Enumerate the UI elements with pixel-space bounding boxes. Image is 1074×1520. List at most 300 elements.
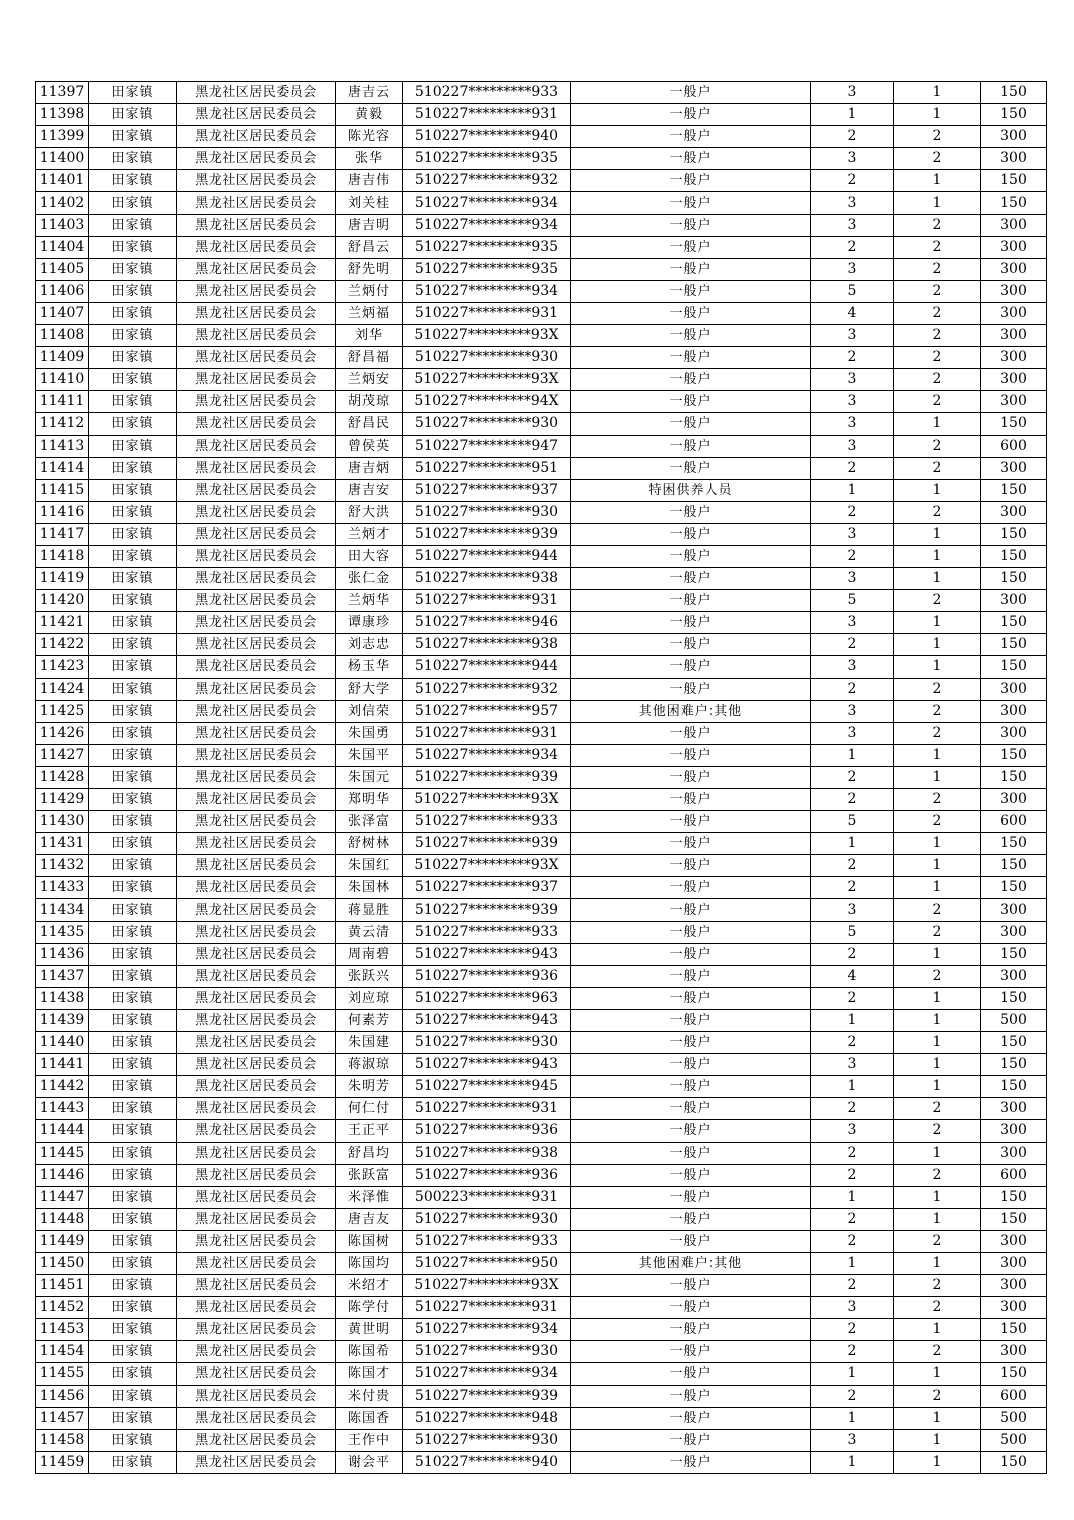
community-cell: 黑龙社区居民委员会: [177, 568, 336, 590]
table-row: [36, 170, 1047, 192]
amount-cell: 150: [981, 1054, 1047, 1076]
covered-count-cell: 1: [894, 1032, 981, 1054]
name-cell: 王作中: [336, 1429, 403, 1451]
name-cell: 陈国树: [336, 1230, 403, 1252]
household-type-cell: 一般户: [571, 1275, 811, 1297]
household-type-cell: 一般户: [571, 170, 811, 192]
town-cell: 田家镇: [89, 744, 177, 766]
serial-number-cell: 11422: [36, 634, 89, 656]
table-row: [36, 700, 1047, 722]
community-cell: 黑龙社区居民委员会: [177, 325, 336, 347]
household-type-cell: 一般户: [571, 1429, 811, 1451]
community-cell: 黑龙社区居民委员会: [177, 82, 336, 104]
community-cell: 黑龙社区居民委员会: [177, 1252, 336, 1274]
name-cell: 陈国香: [336, 1407, 403, 1429]
table-row: [36, 82, 1047, 104]
community-cell: 黑龙社区居民委员会: [177, 1230, 336, 1252]
household-type-cell: 一般户: [571, 987, 811, 1009]
serial-number-cell: 11453: [36, 1319, 89, 1341]
amount-cell: 150: [981, 1451, 1047, 1473]
community-cell: 黑龙社区居民委员会: [177, 833, 336, 855]
id-number-cell: 510227*********931: [403, 104, 571, 126]
serial-number-cell: 11423: [36, 656, 89, 678]
community-cell: 黑龙社区居民委员会: [177, 1451, 336, 1473]
amount-cell: 150: [981, 987, 1047, 1009]
household-type-cell: 一般户: [571, 744, 811, 766]
household-roster-table: [35, 81, 1047, 1474]
family-size-cell: 3: [811, 192, 894, 214]
id-number-cell: 510227*********93X: [403, 855, 571, 877]
serial-number-cell: 11459: [36, 1451, 89, 1473]
town-cell: 田家镇: [89, 325, 177, 347]
table-row: [36, 943, 1047, 965]
town-cell: 田家镇: [89, 656, 177, 678]
serial-number-cell: 11410: [36, 369, 89, 391]
covered-count-cell: 1: [894, 744, 981, 766]
household-type-cell: 一般户: [571, 302, 811, 324]
id-number-cell: 510227*********936: [403, 965, 571, 987]
family-size-cell: 2: [811, 987, 894, 1009]
name-cell: 黄世明: [336, 1319, 403, 1341]
family-size-cell: 1: [811, 479, 894, 501]
amount-cell: 150: [981, 855, 1047, 877]
table-row: [36, 722, 1047, 744]
table-row: [36, 280, 1047, 302]
town-cell: 田家镇: [89, 590, 177, 612]
name-cell: 米泽惟: [336, 1186, 403, 1208]
name-cell: 唐吉伟: [336, 170, 403, 192]
covered-count-cell: 1: [894, 987, 981, 1009]
covered-count-cell: 1: [894, 192, 981, 214]
community-cell: 黑龙社区居民委员会: [177, 1429, 336, 1451]
family-size-cell: 1: [811, 1363, 894, 1385]
household-type-cell: 一般户: [571, 899, 811, 921]
community-cell: 黑龙社区居民委员会: [177, 1054, 336, 1076]
community-cell: 黑龙社区居民委员会: [177, 965, 336, 987]
community-cell: 黑龙社区居民委员会: [177, 369, 336, 391]
table-row: [36, 1142, 1047, 1164]
town-cell: 田家镇: [89, 192, 177, 214]
family-size-cell: 2: [811, 457, 894, 479]
id-number-cell: 510227*********940: [403, 1451, 571, 1473]
covered-count-cell: 2: [894, 214, 981, 236]
amount-cell: 600: [981, 811, 1047, 833]
community-cell: 黑龙社区居民委员会: [177, 280, 336, 302]
id-number-cell: 510227*********933: [403, 82, 571, 104]
covered-count-cell: 1: [894, 943, 981, 965]
serial-number-cell: 11404: [36, 236, 89, 258]
id-number-cell: 510227*********93X: [403, 1275, 571, 1297]
town-cell: 田家镇: [89, 612, 177, 634]
id-number-cell: 510227*********934: [403, 214, 571, 236]
community-cell: 黑龙社区居民委员会: [177, 501, 336, 523]
town-cell: 田家镇: [89, 1009, 177, 1031]
community-cell: 黑龙社区居民委员会: [177, 1186, 336, 1208]
household-type-cell: 一般户: [571, 148, 811, 170]
household-type-cell: 一般户: [571, 811, 811, 833]
town-cell: 田家镇: [89, 545, 177, 567]
town-cell: 田家镇: [89, 302, 177, 324]
family-size-cell: 1: [811, 1451, 894, 1473]
town-cell: 田家镇: [89, 501, 177, 523]
covered-count-cell: 1: [894, 877, 981, 899]
amount-cell: 500: [981, 1429, 1047, 1451]
covered-count-cell: 1: [894, 170, 981, 192]
id-number-cell: 510227*********935: [403, 236, 571, 258]
id-number-cell: 510227*********930: [403, 1032, 571, 1054]
covered-count-cell: 1: [894, 568, 981, 590]
name-cell: 舒昌云: [336, 236, 403, 258]
name-cell: 郑明华: [336, 789, 403, 811]
household-type-cell: 一般户: [571, 435, 811, 457]
covered-count-cell: 2: [894, 1297, 981, 1319]
table-row: [36, 1319, 1047, 1341]
community-cell: 黑龙社区居民委员会: [177, 1341, 336, 1363]
serial-number-cell: 11424: [36, 678, 89, 700]
community-cell: 黑龙社区居民委员会: [177, 192, 336, 214]
serial-number-cell: 11425: [36, 700, 89, 722]
covered-count-cell: 2: [894, 457, 981, 479]
covered-count-cell: 2: [894, 1385, 981, 1407]
amount-cell: 150: [981, 192, 1047, 214]
family-size-cell: 2: [811, 634, 894, 656]
community-cell: 黑龙社区居民委员会: [177, 479, 336, 501]
community-cell: 黑龙社区居民委员会: [177, 899, 336, 921]
name-cell: 何素芳: [336, 1009, 403, 1031]
community-cell: 黑龙社区居民委员会: [177, 1319, 336, 1341]
name-cell: 朱国林: [336, 877, 403, 899]
community-cell: 黑龙社区居民委员会: [177, 347, 336, 369]
table-row: [36, 1208, 1047, 1230]
serial-number-cell: 11413: [36, 435, 89, 457]
community-cell: 黑龙社区居民委员会: [177, 766, 336, 788]
amount-cell: 300: [981, 258, 1047, 280]
family-size-cell: 3: [811, 568, 894, 590]
id-number-cell: 510227*********937: [403, 877, 571, 899]
town-cell: 田家镇: [89, 811, 177, 833]
name-cell: 兰炳才: [336, 523, 403, 545]
id-number-cell: 510227*********938: [403, 634, 571, 656]
name-cell: 黄云清: [336, 921, 403, 943]
serial-number-cell: 11452: [36, 1297, 89, 1319]
family-size-cell: 5: [811, 811, 894, 833]
covered-count-cell: 2: [894, 899, 981, 921]
town-cell: 田家镇: [89, 855, 177, 877]
household-type-cell: 一般户: [571, 325, 811, 347]
household-type-cell: 一般户: [571, 722, 811, 744]
household-type-cell: 一般户: [571, 82, 811, 104]
household-type-cell: 一般户: [571, 1208, 811, 1230]
covered-count-cell: 1: [894, 1208, 981, 1230]
amount-cell: 150: [981, 1319, 1047, 1341]
serial-number-cell: 11458: [36, 1429, 89, 1451]
table-row: [36, 1407, 1047, 1429]
name-cell: 唐吉安: [336, 479, 403, 501]
amount-cell: 300: [981, 1252, 1047, 1274]
town-cell: 田家镇: [89, 833, 177, 855]
covered-count-cell: 1: [894, 612, 981, 634]
covered-count-cell: 2: [894, 148, 981, 170]
covered-count-cell: 2: [894, 1275, 981, 1297]
id-number-cell: 510227*********936: [403, 1120, 571, 1142]
family-size-cell: 3: [811, 369, 894, 391]
covered-count-cell: 2: [894, 501, 981, 523]
name-cell: 张仁金: [336, 568, 403, 590]
town-cell: 田家镇: [89, 391, 177, 413]
household-type-cell: 一般户: [571, 1142, 811, 1164]
id-number-cell: 510227*********933: [403, 1230, 571, 1252]
covered-count-cell: 1: [894, 1186, 981, 1208]
community-cell: 黑龙社区居民委员会: [177, 700, 336, 722]
name-cell: 刘信荣: [336, 700, 403, 722]
household-type-cell: 一般户: [571, 236, 811, 258]
covered-count-cell: 2: [894, 1341, 981, 1363]
family-size-cell: 2: [811, 1319, 894, 1341]
household-type-cell: 一般户: [571, 1054, 811, 1076]
town-cell: 田家镇: [89, 678, 177, 700]
town-cell: 田家镇: [89, 236, 177, 258]
serial-number-cell: 11440: [36, 1032, 89, 1054]
amount-cell: 600: [981, 1385, 1047, 1407]
table-row: [36, 921, 1047, 943]
covered-count-cell: 2: [894, 435, 981, 457]
serial-number-cell: 11442: [36, 1076, 89, 1098]
name-cell: 舒大洪: [336, 501, 403, 523]
town-cell: 田家镇: [89, 965, 177, 987]
table-row: [36, 1451, 1047, 1473]
community-cell: 黑龙社区居民委员会: [177, 457, 336, 479]
household-type-cell: 一般户: [571, 678, 811, 700]
table-row: [36, 965, 1047, 987]
table-row: [36, 126, 1047, 148]
amount-cell: 300: [981, 722, 1047, 744]
name-cell: 王正平: [336, 1120, 403, 1142]
community-cell: 黑龙社区居民委员会: [177, 1407, 336, 1429]
family-size-cell: 4: [811, 965, 894, 987]
name-cell: 舒大学: [336, 678, 403, 700]
name-cell: 朱国元: [336, 766, 403, 788]
id-number-cell: 510227*********963: [403, 987, 571, 1009]
family-size-cell: 2: [811, 1164, 894, 1186]
table-row: [36, 1032, 1047, 1054]
community-cell: 黑龙社区居民委员会: [177, 744, 336, 766]
table-row: [36, 1363, 1047, 1385]
community-cell: 黑龙社区居民委员会: [177, 1385, 336, 1407]
id-number-cell: 510227*********943: [403, 1009, 571, 1031]
amount-cell: 300: [981, 457, 1047, 479]
household-type-cell: 其他困难户:其他: [571, 1252, 811, 1274]
family-size-cell: 2: [811, 855, 894, 877]
serial-number-cell: 11451: [36, 1275, 89, 1297]
table-row: [36, 811, 1047, 833]
covered-count-cell: 2: [894, 126, 981, 148]
amount-cell: 300: [981, 369, 1047, 391]
serial-number-cell: 11431: [36, 833, 89, 855]
family-size-cell: 5: [811, 280, 894, 302]
table-row: [36, 1098, 1047, 1120]
name-cell: 谢会平: [336, 1451, 403, 1473]
covered-count-cell: 1: [894, 1363, 981, 1385]
serial-number-cell: 11412: [36, 413, 89, 435]
serial-number-cell: 11446: [36, 1164, 89, 1186]
serial-number-cell: 11443: [36, 1098, 89, 1120]
name-cell: 刘华: [336, 325, 403, 347]
serial-number-cell: 11421: [36, 612, 89, 634]
town-cell: 田家镇: [89, 479, 177, 501]
family-size-cell: 2: [811, 126, 894, 148]
amount-cell: 150: [981, 413, 1047, 435]
family-size-cell: 1: [811, 1252, 894, 1274]
family-size-cell: 5: [811, 590, 894, 612]
household-type-cell: 一般户: [571, 943, 811, 965]
id-number-cell: 510227*********945: [403, 1076, 571, 1098]
table-row: [36, 1076, 1047, 1098]
amount-cell: 300: [981, 302, 1047, 324]
covered-count-cell: 1: [894, 479, 981, 501]
id-number-cell: 510227*********950: [403, 1252, 571, 1274]
community-cell: 黑龙社区居民委员会: [177, 1009, 336, 1031]
id-number-cell: 510227*********939: [403, 523, 571, 545]
amount-cell: 150: [981, 744, 1047, 766]
serial-number-cell: 11414: [36, 457, 89, 479]
serial-number-cell: 11402: [36, 192, 89, 214]
table-row: [36, 1385, 1047, 1407]
amount-cell: 300: [981, 700, 1047, 722]
name-cell: 朱国勇: [336, 722, 403, 744]
table-row: [36, 1164, 1047, 1186]
household-type-cell: 一般户: [571, 1032, 811, 1054]
family-size-cell: 2: [811, 1142, 894, 1164]
town-cell: 田家镇: [89, 435, 177, 457]
id-number-cell: 510227*********931: [403, 722, 571, 744]
name-cell: 朱明芳: [336, 1076, 403, 1098]
town-cell: 田家镇: [89, 280, 177, 302]
amount-cell: 150: [981, 1363, 1047, 1385]
town-cell: 田家镇: [89, 634, 177, 656]
name-cell: 舒树林: [336, 833, 403, 855]
family-size-cell: 2: [811, 236, 894, 258]
id-number-cell: 500223*********931: [403, 1186, 571, 1208]
family-size-cell: 3: [811, 1429, 894, 1451]
family-size-cell: 3: [811, 413, 894, 435]
serial-number-cell: 11400: [36, 148, 89, 170]
town-cell: 田家镇: [89, 899, 177, 921]
household-type-cell: 一般户: [571, 347, 811, 369]
id-number-cell: 510227*********93X: [403, 369, 571, 391]
household-type-cell: 一般户: [571, 1385, 811, 1407]
covered-count-cell: 2: [894, 965, 981, 987]
table-row: [36, 1275, 1047, 1297]
serial-number-cell: 11409: [36, 347, 89, 369]
id-number-cell: 510227*********930: [403, 1429, 571, 1451]
id-number-cell: 510227*********947: [403, 435, 571, 457]
town-cell: 田家镇: [89, 1054, 177, 1076]
family-size-cell: 3: [811, 612, 894, 634]
amount-cell: 300: [981, 347, 1047, 369]
amount-cell: 150: [981, 545, 1047, 567]
id-number-cell: 510227*********934: [403, 280, 571, 302]
amount-cell: 150: [981, 523, 1047, 545]
id-number-cell: 510227*********930: [403, 1341, 571, 1363]
table-row: [36, 789, 1047, 811]
family-size-cell: 3: [811, 656, 894, 678]
town-cell: 田家镇: [89, 722, 177, 744]
family-size-cell: 3: [811, 523, 894, 545]
family-size-cell: 3: [811, 214, 894, 236]
name-cell: 张跃富: [336, 1164, 403, 1186]
id-number-cell: 510227*********930: [403, 413, 571, 435]
table-row: [36, 833, 1047, 855]
serial-number-cell: 11447: [36, 1186, 89, 1208]
id-number-cell: 510227*********931: [403, 590, 571, 612]
table-row: [36, 435, 1047, 457]
serial-number-cell: 11454: [36, 1341, 89, 1363]
amount-cell: 150: [981, 104, 1047, 126]
id-number-cell: 510227*********934: [403, 192, 571, 214]
covered-count-cell: 2: [894, 325, 981, 347]
household-type-cell: 一般户: [571, 1230, 811, 1252]
name-cell: 周南碧: [336, 943, 403, 965]
town-cell: 田家镇: [89, 766, 177, 788]
table-row: [36, 258, 1047, 280]
amount-cell: 300: [981, 214, 1047, 236]
household-type-cell: 一般户: [571, 656, 811, 678]
table-row: [36, 1252, 1047, 1274]
amount-cell: 300: [981, 899, 1047, 921]
id-number-cell: 510227*********932: [403, 678, 571, 700]
family-size-cell: 5: [811, 921, 894, 943]
amount-cell: 300: [981, 1230, 1047, 1252]
family-size-cell: 2: [811, 1032, 894, 1054]
covered-count-cell: 1: [894, 766, 981, 788]
id-number-cell: 510227*********939: [403, 899, 571, 921]
town-cell: 田家镇: [89, 1407, 177, 1429]
town-cell: 田家镇: [89, 987, 177, 1009]
family-size-cell: 1: [811, 1407, 894, 1429]
community-cell: 黑龙社区居民委员会: [177, 545, 336, 567]
family-size-cell: 2: [811, 545, 894, 567]
household-type-cell: 一般户: [571, 457, 811, 479]
serial-number-cell: 11436: [36, 943, 89, 965]
community-cell: 黑龙社区居民委员会: [177, 678, 336, 700]
name-cell: 朱国平: [336, 744, 403, 766]
amount-cell: 300: [981, 965, 1047, 987]
household-type-cell: 一般户: [571, 921, 811, 943]
community-cell: 黑龙社区居民委员会: [177, 811, 336, 833]
town-cell: 田家镇: [89, 104, 177, 126]
name-cell: 蒋显胜: [336, 899, 403, 921]
serial-number-cell: 11457: [36, 1407, 89, 1429]
family-size-cell: 3: [811, 1054, 894, 1076]
family-size-cell: 1: [811, 1009, 894, 1031]
family-size-cell: 1: [811, 104, 894, 126]
community-cell: 黑龙社区居民委员会: [177, 1297, 336, 1319]
name-cell: 唐吉炳: [336, 457, 403, 479]
family-size-cell: 1: [811, 744, 894, 766]
community-cell: 黑龙社区居民委员会: [177, 1363, 336, 1385]
covered-count-cell: 2: [894, 678, 981, 700]
amount-cell: 150: [981, 479, 1047, 501]
amount-cell: 500: [981, 1009, 1047, 1031]
name-cell: 兰炳福: [336, 302, 403, 324]
table-row: [36, 1120, 1047, 1142]
table-row: [36, 479, 1047, 501]
covered-count-cell: 1: [894, 1451, 981, 1473]
town-cell: 田家镇: [89, 413, 177, 435]
household-type-cell: 一般户: [571, 1009, 811, 1031]
table-row: [36, 1230, 1047, 1252]
covered-count-cell: 1: [894, 545, 981, 567]
